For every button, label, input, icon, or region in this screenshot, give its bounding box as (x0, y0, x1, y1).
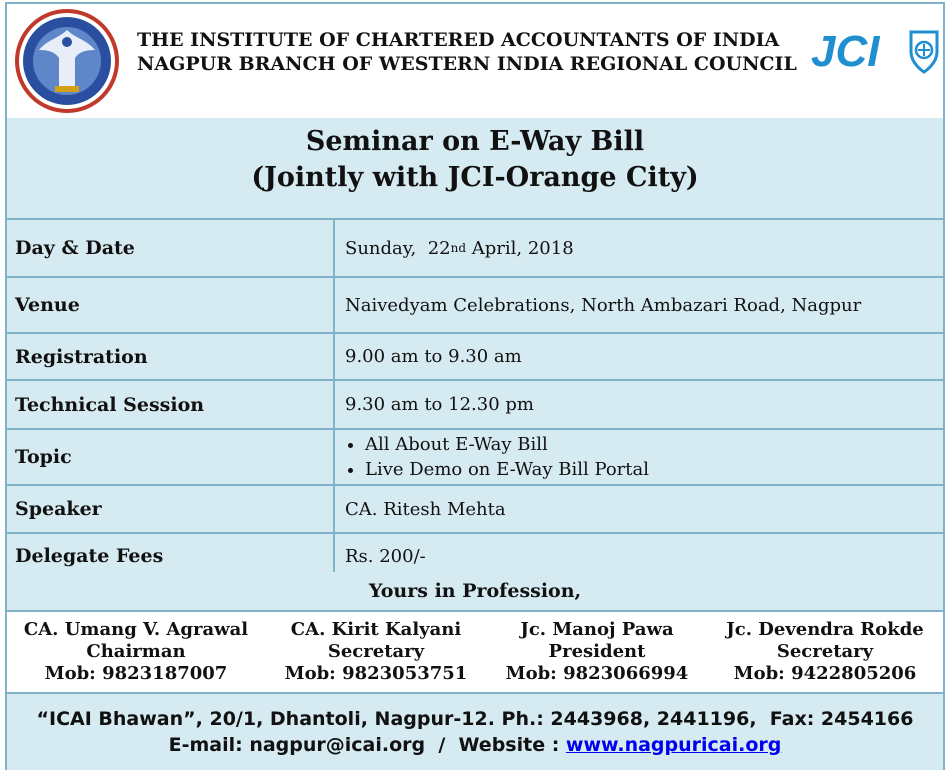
topic-item: • Live Demo on E-Way Bill Portal (365, 457, 649, 482)
signatory-name: Jc. Manoj Pawa (520, 619, 674, 640)
seminar-flyer (5, 2, 945, 770)
row-venue (7, 278, 943, 334)
signatories (7, 612, 943, 694)
value-registration: 9.00 am to 9.30 am (345, 346, 522, 367)
value-delegate-fees: Rs. 200/- (345, 545, 426, 567)
signatory-name: Jc. Devendra Rokde (726, 619, 924, 640)
value-day-date-post: April, 2018 (466, 237, 574, 259)
value-day-date (335, 220, 943, 276)
jci-logo (807, 24, 941, 76)
footer-address: “ICAI Bhawan”, 20/1, Dhantoli, Nagpur-12. Ph.: 2443968, 2441196, Fax: 2454166 (36, 708, 914, 730)
footer (7, 694, 943, 770)
org-line-1: THE INSTITUTE OF CHARTERED ACCOUNTANTS OF INDIA (137, 29, 780, 51)
title-line-2: (Jointly with JCI-Orange City) (251, 162, 699, 193)
signatory (265, 612, 487, 692)
signatory-mobile: Mob: 9823187007 (44, 663, 228, 684)
label-speaker: Speaker (7, 486, 335, 532)
jci-shield-icon (911, 32, 937, 72)
title-line-1: Seminar on E-Way Bill (305, 126, 645, 157)
signatory-role: Secretary (776, 641, 874, 662)
details-table (7, 220, 943, 580)
row-technical-session (7, 381, 943, 430)
org-line-2: NAGPUR BRANCH OF WESTERN INDIA REGIONAL COUNCIL (137, 53, 797, 75)
label-venue: Venue (7, 278, 335, 332)
signatory-role: Secretary (327, 641, 425, 662)
row-topic (7, 430, 943, 486)
topic-item: • All About E-Way Bill (365, 432, 649, 457)
row-registration (7, 334, 943, 381)
jci-logo-text: JCI (811, 27, 880, 76)
value-day-date-pre: Sunday, 22 (345, 237, 451, 259)
topic-list (345, 432, 649, 482)
seminar-title (7, 118, 943, 220)
signatory-name: CA. Kirit Kalyani (290, 619, 462, 640)
row-day-date (7, 220, 943, 278)
label-day-date: Day & Date (7, 220, 335, 276)
label-topic: Topic (7, 430, 335, 484)
signatory (487, 612, 707, 692)
footer-contact (7, 732, 943, 758)
label-delegate-fees: Delegate Fees (7, 534, 335, 578)
signatory-role: President (548, 641, 646, 662)
website-link[interactable]: www.nagpuricai.org (565, 734, 782, 756)
signatory (707, 612, 943, 692)
header (7, 4, 943, 120)
footer-email: E-mail: nagpur@icai.org / Website : (168, 734, 566, 756)
value-technical-session: 9.30 am to 12.30 pm (345, 394, 534, 415)
organization-name (137, 28, 797, 76)
value-speaker: CA. Ritesh Mehta (345, 498, 506, 520)
signatory-mobile: Mob: 9422805206 (733, 663, 917, 684)
signatory-role: Chairman (86, 641, 186, 662)
row-speaker (7, 486, 943, 534)
closing-line: Yours in Profession, (7, 572, 943, 612)
value-venue: Naivedyam Celebrations, North Ambazari Road, Nagpur (345, 294, 862, 316)
signatory-mobile: Mob: 9823053751 (284, 663, 468, 684)
value-topic (335, 430, 943, 484)
label-registration: Registration (7, 334, 335, 379)
value-day-date-sup: nd (450, 241, 467, 255)
signatory-name: CA. Umang V. Agrawal (23, 619, 249, 640)
label-technical-session: Technical Session (7, 381, 335, 428)
icai-eagle-seal-icon (9, 6, 125, 116)
signatory (7, 612, 265, 692)
signatory-mobile: Mob: 9823066994 (505, 663, 689, 684)
